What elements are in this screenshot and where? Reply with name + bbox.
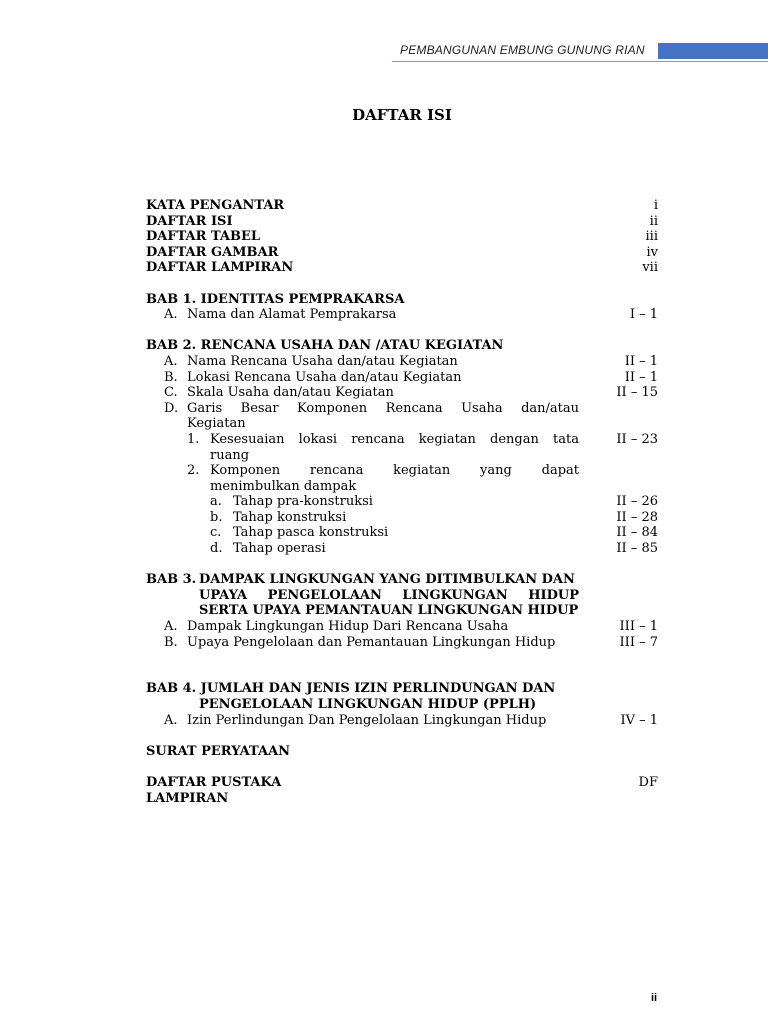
word: dengan — [490, 431, 539, 447]
page-title: DAFTAR ISI — [352, 106, 452, 124]
chapter-heading-continuation — [146, 697, 660, 713]
toc-entry — [146, 525, 660, 541]
word: yang — [480, 463, 512, 479]
word: lokasi — [298, 431, 338, 447]
toc-entry — [146, 432, 660, 448]
toc-entry-surat: SURAT PERYATAAN — [146, 743, 291, 759]
toc-entry-label: Nama dan Alamat Pemprakarsa — [187, 307, 397, 323]
toc-entry-page: II – 84 — [616, 525, 658, 541]
toc-entry-marker: c. — [210, 525, 222, 541]
toc-entry — [146, 619, 660, 635]
toc-entry-label: DAFTAR LAMPIRAN — [146, 260, 294, 276]
toc-entry-continuation — [146, 479, 660, 495]
toc-entry — [146, 214, 660, 230]
toc-entry — [146, 775, 660, 791]
toc-entry-label: Tahap konstruksi — [233, 509, 347, 525]
toc-entry-marker: D. — [164, 400, 179, 416]
chapter-heading: BAB 4. JUMLAH DAN JENIS IZIN PERLINDUNGAN DAN — [146, 681, 556, 697]
word: Komponen — [210, 463, 281, 479]
header-rule — [392, 61, 768, 62]
toc-entry-page: I – 1 — [629, 307, 658, 323]
toc-entry-page: II – 26 — [616, 494, 658, 510]
header-accent-bar — [658, 43, 768, 59]
toc-entry-marker: B. — [164, 369, 178, 385]
toc-entry-label: Dampak Lingkungan Hidup Dari Rencana Usaha — [187, 619, 509, 635]
toc-entry-label: Nama Rencana Usaha dan/atau Kegiatan — [187, 353, 458, 369]
toc-entry-label: DAFTAR GAMBAR — [146, 244, 279, 260]
toc-entry-continuation — [146, 416, 660, 432]
toc-entry-label: DAFTAR PUSTAKA — [146, 774, 282, 790]
running-header-title: PEMBANGUNAN EMBUNG GUNUNG RIAN — [400, 43, 645, 57]
toc-entry — [146, 635, 660, 651]
toc-entry-page: iv — [646, 244, 658, 260]
word: UPAYA — [199, 587, 248, 603]
toc-entry-label: Tahap operasi — [233, 541, 326, 557]
toc-entry-marker: C. — [164, 385, 178, 401]
word: tata — [553, 431, 579, 447]
toc-entry — [146, 401, 660, 417]
chapter-heading-line: PENGELOLAAN LINGKUNGAN HIDUP (PPLH) — [199, 697, 537, 712]
toc-entry-label: Tahap pasca konstruksi — [233, 525, 389, 541]
toc-entry — [146, 260, 660, 276]
word: Garis — [187, 400, 223, 416]
toc-entry-marker: A. — [164, 619, 178, 635]
toc-entry-marker: 1. — [187, 431, 200, 447]
table-of-contents — [146, 198, 660, 806]
toc-entry — [146, 245, 660, 261]
word: dapat — [541, 463, 579, 479]
toc-entry-page: II – 85 — [616, 541, 658, 557]
page-number: ii — [651, 992, 658, 1004]
toc-entry-page: II – 28 — [616, 509, 658, 525]
toc-entry-page: II – 1 — [624, 369, 658, 385]
toc-entry — [146, 541, 660, 557]
toc-entry-label — [187, 401, 579, 417]
toc-entry-marker: A. — [164, 307, 178, 323]
chapter-heading-line: DAMPAK LINGKUNGAN YANG DITIMBULKAN DAN — [199, 572, 575, 588]
chapter-heading: BAB 1. IDENTITAS PEMPRAKARSA — [146, 291, 405, 307]
toc-entry-label — [210, 432, 579, 448]
toc-entry — [146, 510, 660, 526]
toc-entry-label: Kegiatan — [187, 416, 246, 432]
toc-entry-continuation — [146, 448, 660, 464]
toc-entry-page: ii — [649, 213, 658, 229]
word: Usaha — [461, 400, 503, 416]
toc-entry-page: DF — [638, 774, 658, 790]
toc-entry-label: Upaya Pengelolaan dan Pemantauan Lingkungan Hidup — [187, 634, 556, 650]
toc-entry-marker: A. — [164, 712, 178, 728]
toc-entry-marker: 2. — [187, 463, 200, 479]
word: rencana — [351, 431, 405, 447]
toc-entry — [146, 385, 660, 401]
toc-entry-label: ruang — [210, 447, 250, 463]
word: rencana — [309, 463, 364, 479]
toc-entry — [146, 198, 660, 214]
toc-entry — [146, 229, 660, 245]
toc-entry-label: Tahap pra-konstruksi — [233, 494, 373, 510]
toc-entry-page: III – 1 — [619, 619, 658, 635]
word: Kesesuaian — [210, 431, 285, 447]
word: kegiatan — [418, 431, 476, 447]
word: dan/atau — [521, 400, 579, 416]
toc-entry-marker: b. — [210, 509, 223, 525]
chapter-heading: BAB 2. RENCANA USAHA DAN /ATAU KEGIATAN — [146, 338, 504, 354]
toc-entry-page: vii — [642, 260, 658, 276]
toc-entry-page: II – 23 — [616, 431, 658, 447]
toc-entry — [146, 463, 660, 479]
word: Besar — [240, 400, 279, 416]
toc-entry-marker: a. — [210, 494, 222, 510]
toc-entry-marker: d. — [210, 541, 223, 557]
toc-entry-page: i — [653, 198, 658, 213]
toc-entry — [146, 370, 660, 386]
word: PENGELOLAAN — [267, 587, 382, 603]
toc-entry-page: III – 7 — [619, 634, 658, 650]
toc-entry-label: menimbulkan dampak — [210, 478, 357, 494]
chapter-heading-line: SERTA UPAYA PEMANTAUAN LINGKUNGAN HIDUP — [199, 603, 579, 619]
toc-entry-page: II – 15 — [616, 385, 658, 401]
chapter-heading-continuation — [146, 603, 660, 619]
word: LINGKUNGAN — [402, 587, 508, 603]
toc-entry-page: IV – 1 — [620, 712, 658, 728]
toc-entry-label — [210, 463, 579, 479]
toc-entry — [146, 354, 660, 370]
chapter-heading-line — [199, 588, 579, 604]
word: Rencana — [385, 400, 443, 416]
toc-entry-label: DAFTAR ISI — [146, 213, 233, 229]
toc-entry-marker: A. — [164, 353, 178, 369]
word: kegiatan — [393, 463, 451, 479]
chapter-heading — [146, 572, 660, 588]
word: HIDUP — [528, 587, 579, 603]
toc-entry-page: iii — [645, 229, 658, 245]
toc-entry-label: DAFTAR TABEL — [146, 229, 261, 245]
toc-entry-lampiran: LAMPIRAN — [146, 790, 229, 806]
toc-entry-page: II – 1 — [624, 353, 658, 369]
toc-entry-label: Lokasi Rencana Usaha dan/atau Kegiatan — [187, 369, 462, 385]
toc-entry-label: Izin Perlindungan Dan Pengelolaan Lingkungan Hidup — [187, 712, 547, 728]
toc-entry-marker: B. — [164, 634, 178, 650]
word: Komponen — [297, 400, 368, 416]
toc-entry — [146, 307, 660, 323]
toc-entry-label: Skala Usaha dan/atau Kegiatan — [187, 385, 394, 401]
chapter-prefix: BAB 3. — [146, 572, 197, 588]
toc-entry — [146, 713, 660, 729]
chapter-heading-continuation — [146, 588, 660, 604]
toc-entry-label: KATA PENGANTAR — [146, 198, 285, 213]
toc-entry — [146, 494, 660, 510]
